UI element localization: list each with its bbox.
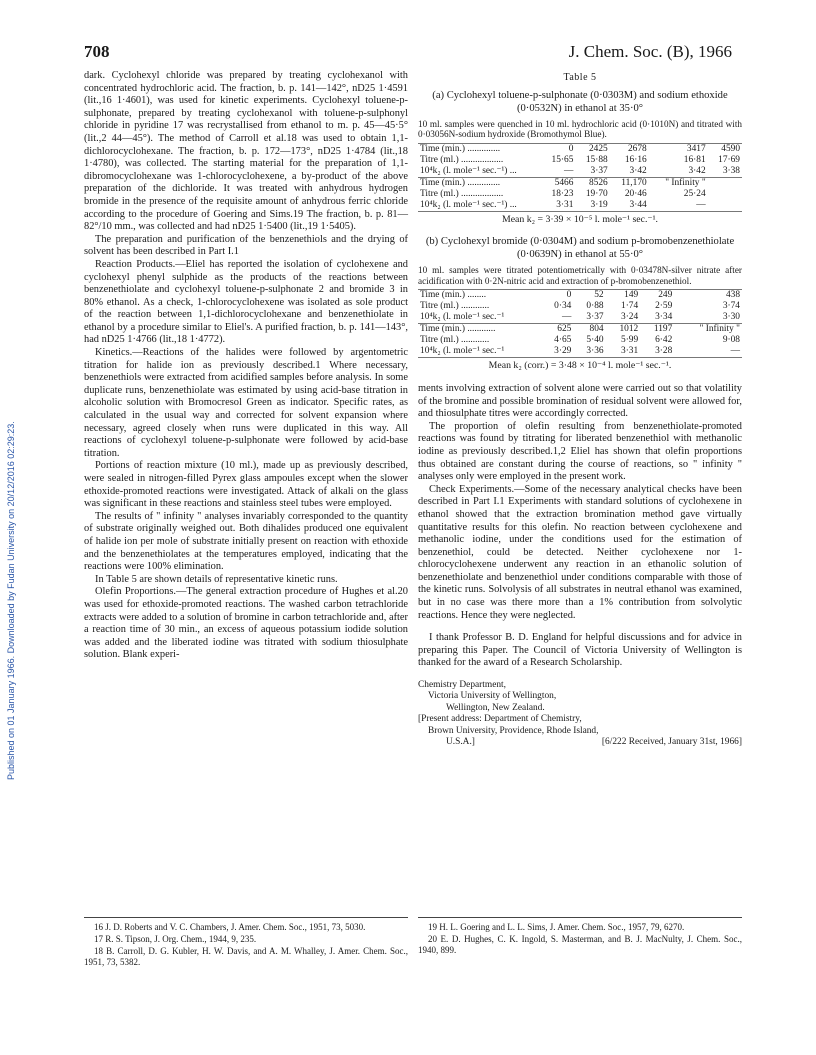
table-a-note: 10 ml. samples were quenched in 10 ml. hydrochloric acid (0·1010N) and titrated with 0·03056N-sodium hydroxide (Bromothymol Blue). [418, 118, 742, 140]
address-line: U.S.A.] [446, 737, 475, 748]
row-label: Titre (ml.) .................. [420, 155, 504, 166]
table-cell: 16·81 [683, 155, 706, 166]
paragraph: dark. Cyclohexyl chloride was prepared by treating cyclohexanol with concentrated hydrochloric acid. The fraction, b. p. 141—142°, nD25 1·4591 (lit.,16 1·4601), was used for kinetic experiments. Cyclohexyl toluene-p-sulphonate, prepared by treating cyclohexanol with toluene-p-sulphonyl chloride in pyridine 17 was recrystallised from ethanol to m. p. 45—45·5° (lit.,2 44—45°). The method of Carroll et al.18 was used to obtain 1,1-dichlorocyclohexane. The fraction, b. p. 172—173°, nD25 1·4784 (lit.,18 1·4780), was collected. The starting material for the preparation of 1,1-dibromocyclohexane was 1-chlorocyclohexene, a by-product of the above preparation of the dichloride. It was treated with anhydrous hydrogen bromide in the presence of the requisite amount of anhydrous ferric chloride according to the procedure of Goering and Sims.19 The fraction, b. p. 81—82°/10 mm., was collected and had nD25 1·5400 (lit.,19 1·5405). [84, 70, 408, 233]
row-label: Time (min.) ........ [418, 290, 541, 302]
table-cell: 5466 [541, 178, 575, 190]
table-row [418, 335, 742, 346]
address-line: Victoria University of Wellington, [428, 691, 557, 702]
paragraph: Kinetics.—Reactions of the halides were followed by argentometric titration for halide ion as previously described.1 Where necessary, benzenethiols were extracted from acidified samples before analysis. In some duplicate runs, benzenethiolate was estimated by using acid-base titration in alcoholic solution with Bromocresol Green as indicator. Specific rates, as calculated in the usual way and corrected for solvent expansion where necessary, agreed closely when runs were duplicated in this way. All reactions of cyclohexyl toluene-p-sulphonate were followed by acid-base titration. [84, 347, 408, 459]
table-row [418, 301, 742, 312]
side-note-text[interactable]: Published on 01 January 1966. Downloaded by Fudan University on 20/12/2016 02:29:23. [6, 421, 16, 780]
row-label: Titre (ml.) ............ [420, 335, 490, 346]
acknowledgement: I thank Professor B. D. England for helpful discussions and for advice in preparing this Paper. The Council of Victoria University of Wellington is thanked for the award of a Research Scholarship. [418, 632, 742, 669]
table-cell: 0·34 [554, 301, 572, 312]
table-cell: 3·44 [610, 200, 649, 212]
table-cell [708, 178, 742, 190]
table-cell: 2425 [575, 144, 609, 156]
table-cell: 1·74 [621, 301, 639, 312]
footnote: 17 R. S. Tipson, J. Org. Chem., 1944, 9, 235. [94, 934, 257, 944]
table-cell: 17·69 [718, 155, 740, 166]
address-line: Chemistry Department, [418, 680, 507, 691]
footnote: 19 H. L. Goering and L. L. Sims, J. Amer. Chem. Soc., 1957, 79, 6270. [428, 922, 685, 932]
table-cell: 8526 [575, 178, 609, 190]
table-cell: 15·88 [585, 155, 608, 166]
table-a-mean: Mean k₂ = 3·39 × 10⁻⁵ l. mole⁻¹ sec.⁻¹. [502, 214, 658, 226]
table-cell: 0·88 [586, 301, 604, 312]
table-cell: 20·46 [624, 189, 647, 200]
footnote: 20 E. D. Hughes, C. K. Ingold, S. Masterman, and B. J. MacNulty, J. Chem. Soc., 1940, 899. [418, 934, 742, 955]
author-address [418, 680, 742, 748]
table-row [418, 166, 742, 178]
table-b-mean: Mean k₂ (corr.) = 3·48 × 10⁻⁴ l. mole⁻¹ sec.⁻¹. [488, 360, 672, 372]
table-cell: 11,170 [610, 178, 649, 190]
address-line: Wellington, New Zealand. [446, 702, 545, 713]
table-cell: 3·36 [573, 346, 605, 358]
received-date: [6/222 Received, January 31st, 1966] [601, 737, 742, 748]
paragraph: Olefin Proportions.—The general extraction procedure of Hughes et al.20 was used for ethoxide-promoted reactions. The washed carbon tetrachloride extracts were added to a solution of bromine in carbon tetrachloride and, after a reaction time of 30 min., an excess of aqueous potassium iodide solution was added and the liberated iodine was titrated with sodium thiosulphate solution. Blank experi- [84, 586, 408, 661]
row-label: 10⁴k₂ (l. mole⁻¹ sec.⁻¹ [418, 346, 541, 358]
table-cell: 15·65 [551, 155, 574, 166]
table-cell: 249 [640, 290, 674, 302]
footnotes-left [84, 917, 408, 969]
side-publication-note [6, 160, 20, 780]
paragraph: The preparation and purification of the benzenethiols and the drying of solvent has been described in Part I.1 [84, 233, 408, 258]
table-cell [708, 189, 742, 200]
table-row [418, 155, 742, 166]
paragraph: ments involving extraction of solvent alone were carried out so that volatility of the bromine and possible bromination of residual solvent were allowed for, and thiosulphate titres were accordingly corrected. [418, 382, 742, 420]
page-number: 708 [84, 42, 110, 61]
table-cell: — [674, 346, 742, 358]
footnote: 16 J. D. Roberts and V. C. Chambers, J. Amer. Chem. Soc., 1951, 73, 5030. [94, 922, 366, 932]
row-label: Titre (ml.) ............ [420, 301, 490, 312]
paragraph: Reaction Products.—Eliel has reported the isolation of cyclohexene and cyclohexyl phenyl sulphide as the products of the reactions between benzenethiolate and cyclohexyl toluene-p-sulphonate 2 and bromide 3 in 80% ethanol. As a check, 1-chlorocyclohexene was isolated as sole product of the reaction between 1,1-dichlorocyclohexane and benzenethiolate in ethanol by a procedure similar to Eliel's. A purified fraction, b. p. 141—143°, had nD25 1·4766 (lit.,18 1·4772). [84, 258, 408, 346]
table-cell: 438 [674, 290, 742, 302]
table-cell: 3·24 [621, 312, 639, 323]
table-cell: 5·40 [586, 335, 604, 346]
table-cell: 3·74 [722, 301, 740, 312]
row-label: Time (min.) .............. [418, 144, 541, 156]
table-cell: 2678 [610, 144, 649, 156]
row-label: Titre (ml.) .................. [420, 189, 504, 200]
table-b-title: (b) Cyclohexyl bromide (0·0304M) and sodium p-bromobenzenethiolate (0·0639N) in ethanol at 55·0° [425, 235, 735, 260]
journal-title: J. Chem. Soc. (B), 1966 [568, 42, 732, 61]
address-line: Brown University, Providence, Rhode Island, [428, 725, 599, 736]
row-label: 10⁴k₂ (l. mole⁻¹ sec.⁻¹ [420, 312, 505, 323]
row-label: 10⁴k₂ (l. mole⁻¹ sec.⁻¹) ... [418, 200, 541, 212]
table-cell: 16·16 [624, 155, 647, 166]
table-cell: 19·70 [585, 189, 608, 200]
table-cell: 3·37 [590, 166, 608, 177]
table-cell: 9·08 [722, 335, 740, 346]
table-cell: 3·42 [629, 166, 647, 177]
table-cell: 1012 [606, 324, 641, 336]
table-row [418, 200, 742, 212]
table-cell: 625 [541, 324, 573, 336]
table-cell: 4590 [708, 144, 742, 156]
table-cell: 0 [541, 290, 573, 302]
table-cell: 3·30 [722, 312, 740, 323]
table-a [418, 143, 742, 212]
paragraph: Check Experiments.—Some of the necessary analytical checks have been described in Part I.1 Experiments with standard solutions of cyclohexene in ethanol showed that the extraction bromination method gave virtually quantitative results for this olefin. No reaction between cyclohexene and methanolic iodine, under the conditions used for the estimation of benzenethiol, could be detected. Neither cyclohexene nor 1-chlorocyclohexene underwent any reaction in an ethanolic solution of benzenethiolate and benzenethiol under conditions comparable with those of the kinetic runs. Solvolysis of all substrates in neutral ethanol was examined, but in no case was there more than a 1% contribution from solvolytic reactions. Hence they were neglected. [418, 483, 742, 621]
table-cell: 3·19 [575, 200, 609, 212]
address-line: [Present address: Department of Chemistry, [418, 714, 582, 725]
table-cell [708, 200, 742, 212]
table-row [418, 324, 742, 336]
table-cell: 0 [541, 144, 575, 156]
footnotes-right [418, 917, 742, 957]
table-cell: 3·38 [722, 166, 740, 177]
paragraph: The proportion of olefin resulting from benzenethiolate-promoted reactions was found by titrating for liberated benzenethiol with methanolic iodine as previously described.1,2 Eliel has shown that olefin proportions thus obtained are constant during the course of reactions, so " infinity " analyses only were employed in the present work. [418, 420, 742, 483]
table-cell: 5·99 [621, 335, 639, 346]
table-cell: 3·28 [640, 346, 674, 358]
table-cell: 18·23 [551, 189, 574, 200]
paragraph: The results of " infinity " analyses invariably corresponded to the quantity of substrate originally weighed out. Both dihalides produced one equivalent of halide ion per mole of substrate initially present on reaction with ethoxide and the benzenethiolates at the temperatures employed, indicating that the reactions were 100% elimination. [84, 510, 408, 573]
table-cell: 52 [573, 290, 605, 302]
table-cell: " Infinity " [674, 324, 742, 336]
table-cell: 3417 [649, 144, 708, 156]
table-cell: 3·42 [688, 166, 706, 177]
table-cell: 3·37 [586, 312, 604, 323]
table-cell: 149 [606, 290, 641, 302]
table-a-title: (a) Cyclohexyl toluene-p-sulphonate (0·0303M) and sodium ethoxide (0·0532N) in ethanol at 35·0° [432, 89, 728, 114]
table-cell: 2·59 [655, 301, 673, 312]
table-cell: 1197 [640, 324, 674, 336]
table-row [418, 290, 742, 302]
table-row [418, 178, 742, 190]
row-label: 10⁴k₂ (l. mole⁻¹ sec.⁻¹) ... [420, 166, 517, 177]
table-b-note: 10 ml. samples were titrated potentiometrically with 0·03478N-silver nitrate after acidification with 0·2N-nitric acid and extraction of p-bromobenzenethiol. [418, 264, 742, 286]
table-row [418, 312, 742, 324]
table-cell: — [561, 312, 572, 323]
table-cell: — [564, 166, 574, 177]
table-cell: — [649, 200, 708, 212]
table-row [418, 189, 742, 200]
table-cell: 6·42 [655, 335, 673, 346]
table-cell: 3·31 [541, 200, 575, 212]
footnote: 18 B. Carroll, D. G. Kubler, H. W. Davis, and A. M. Whalley, J. Amer. Chem. Soc., 1951, 73, 5382. [84, 946, 408, 967]
table-cell: 3·34 [655, 312, 673, 323]
address-received-row [418, 737, 742, 748]
table-cell: 3·29 [541, 346, 573, 358]
table-cell: " Infinity " [649, 178, 708, 190]
paragraph: In Table 5 are shown details of representative kinetic runs. [95, 573, 338, 585]
row-label: Time (min.) .............. [418, 178, 541, 190]
table-cell: 25·24 [683, 189, 706, 200]
table-cell: 4·65 [554, 335, 572, 346]
table-caption: Table 5 [563, 72, 597, 83]
paragraph: Portions of reaction mixture (10 ml.), made up as previously described, were sealed in nitrogen-filled Pyrex glass ampoules except when the slower ethoxide-promoted reactions were investigated. Attack of alkali on the glass was significant in these reactions and stainless steel tubes were employed. [84, 460, 408, 510]
table-row [418, 144, 742, 156]
table-cell: 804 [573, 324, 605, 336]
row-label: Time (min.) ............ [418, 324, 541, 336]
table-cell: 3·31 [606, 346, 641, 358]
left-column [84, 70, 408, 662]
table-row [418, 346, 742, 358]
right-column [418, 70, 742, 748]
table-b [418, 289, 742, 358]
